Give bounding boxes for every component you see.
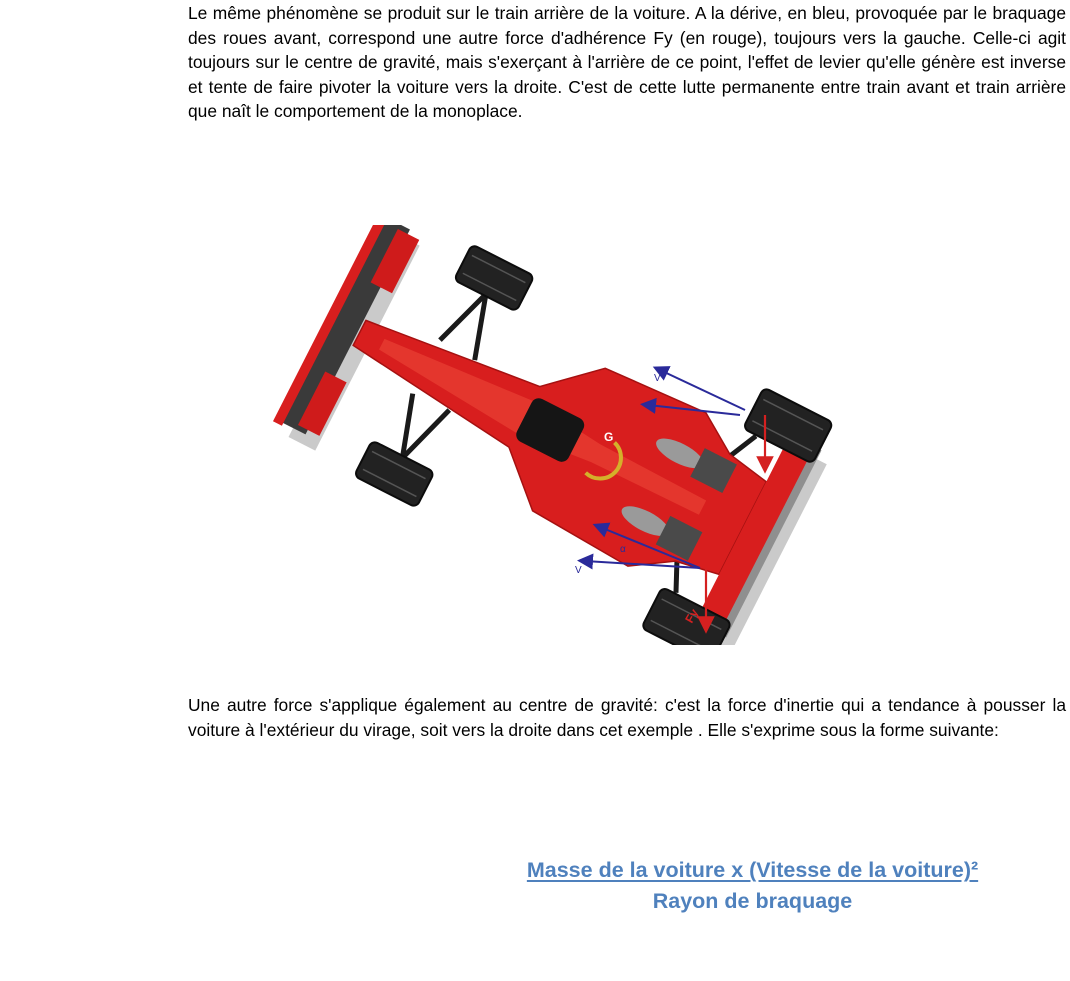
formula-numerator-text: Masse de la voiture x (Vitesse de la voiture)² [526,858,979,882]
label-cog: G [604,430,614,444]
formula-denominator: Rayon de braquage [652,889,853,913]
label-velocity-top: V [654,373,661,384]
paragraph-rear-axle: Le même phénomène se produit sur le train arrière de la voiture. A la dérive, en bleu, provoquée par le braquage des roues avant, correspond une autre force d'adhérence Fy (en rouge), toujours vers la gauche. Celle-ci agit toujours sur le centre de gravité, mais s'exerçant à l'arrière de ce point, l'effet de levier qu'elle génère est inverse et tente de faire pivoter la voiture vers la droite. C'est de cette lutte permanente entre train avant et train arrière que naît le comportement de la monoplace. [188,3,1066,122]
label-angle: α [620,544,626,555]
formula-numerator [440,856,1065,884]
label-velocity-bottom: V [575,565,582,576]
f1-car-diagram [270,225,850,645]
label-force: Fy [682,606,702,626]
paragraph-inertia: Une autre force s'applique également au centre de gravité: c'est la force d'inertie qui a tendance à pousser la voiture à l'extérieur du virage, soit vers la droite dans cet exemple . Elle s'exprime sous la forme suivante: [188,695,1066,740]
